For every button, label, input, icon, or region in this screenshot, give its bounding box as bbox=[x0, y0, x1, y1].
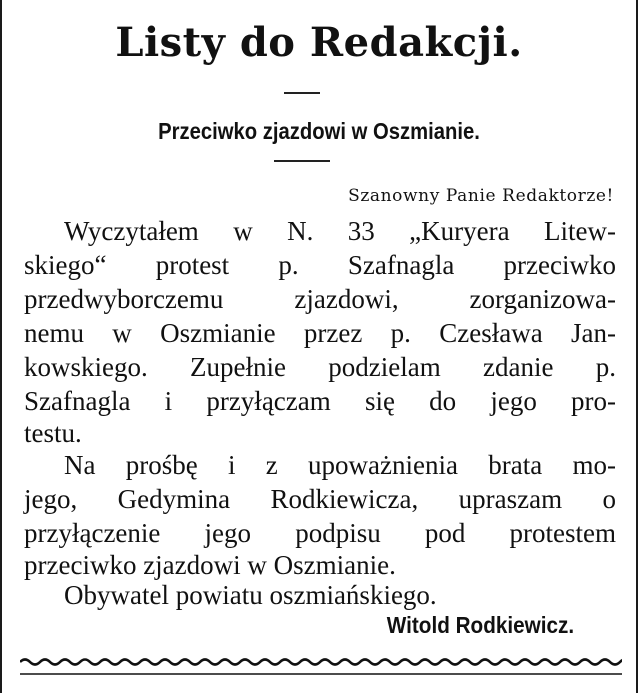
body-line: Na prośbę i z upoważnienia brata mo- bbox=[64, 450, 616, 480]
title-divider bbox=[284, 92, 320, 94]
body-line: Wyczytałem w N. 33 „Kuryera Litew- bbox=[64, 216, 616, 246]
body-line: kowskiego. Zupełnie podzielam zdanie p. bbox=[24, 352, 616, 382]
body-line: przeciwko zjazdowi w Oszmianie. bbox=[24, 550, 396, 580]
closing-line: Obywatel powiatu oszmiańskiego. bbox=[64, 580, 437, 610]
body-line: testu. bbox=[24, 418, 82, 448]
body-line: przyłączenie jego podpisu pod protestem bbox=[24, 518, 616, 548]
letter-headline: Przeciwko zjazdowi w Oszmianie. bbox=[158, 118, 480, 144]
headline-divider bbox=[274, 160, 330, 162]
body-line: skiego“ protest p. Szafnagla przeciwko bbox=[24, 250, 616, 280]
salutation: Szanowny Panie Redaktorze! bbox=[348, 186, 614, 206]
signature: Witold Rodkiewicz. bbox=[386, 612, 574, 638]
wavy-divider bbox=[20, 650, 622, 680]
section-title: Listy do Redakcji. bbox=[115, 19, 523, 66]
body-line: przedwyborczemu zjazdowi, zorganizowa- bbox=[24, 284, 616, 314]
body-line: jego, Gedymina Rodkiewicza, upraszam o bbox=[24, 484, 616, 514]
body-line: nemu w Oszmianie przez p. Czesława Jan- bbox=[24, 318, 616, 348]
body-line: Szafnagla i przyłączam się do jego pro- bbox=[24, 386, 616, 416]
